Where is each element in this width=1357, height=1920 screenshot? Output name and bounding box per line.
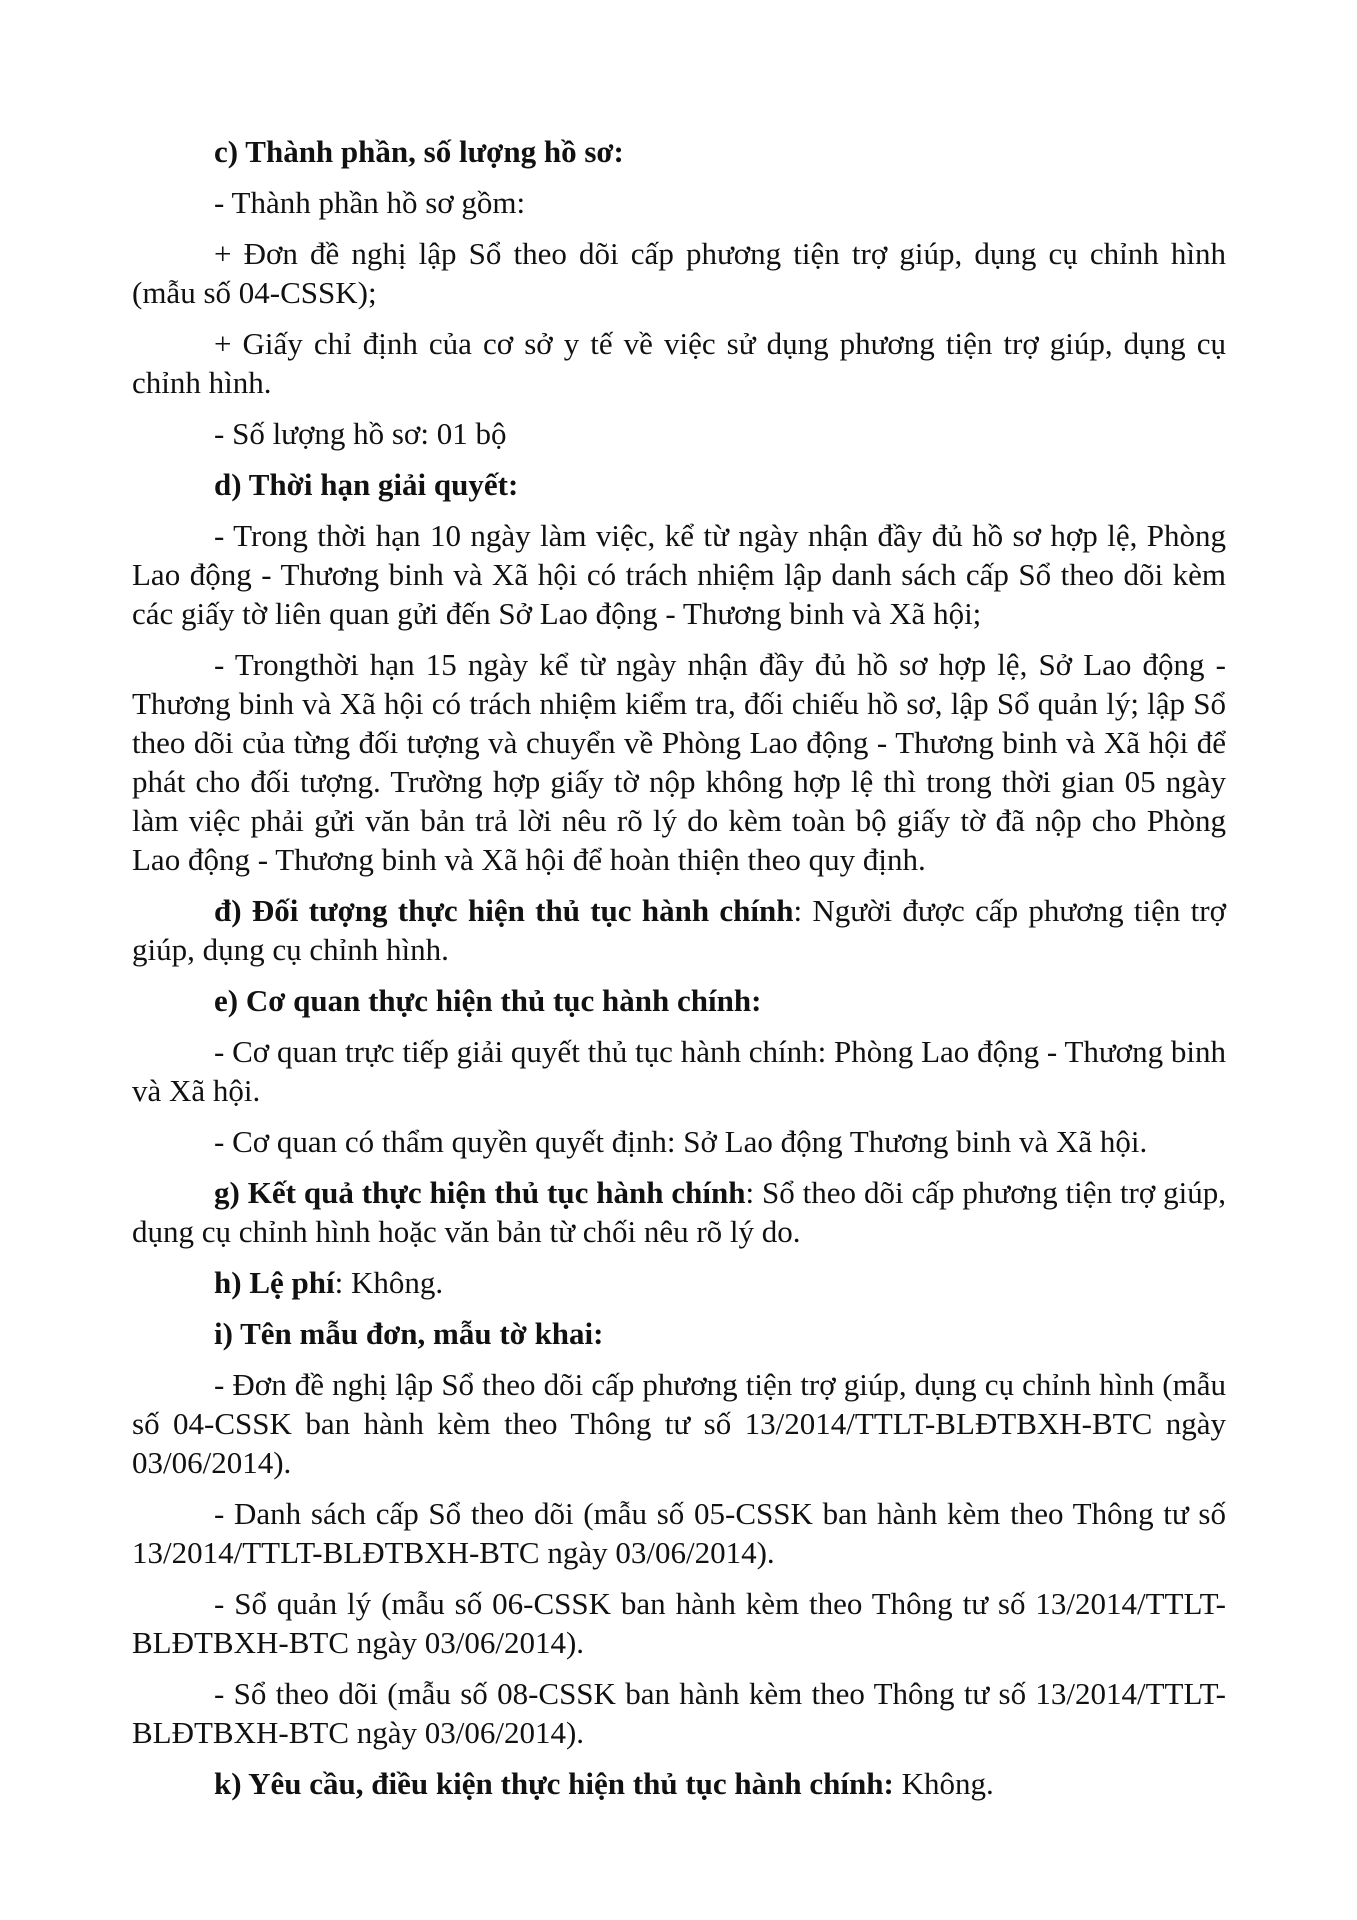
- heading-i: [132, 1314, 1226, 1353]
- heading-h: [132, 1263, 1226, 1302]
- heading-i-label: i) Tên mẫu đơn, mẫu tờ khai:: [214, 1316, 604, 1351]
- paragraph-form-05: [132, 1494, 1226, 1572]
- paragraph-deadline-province: [132, 645, 1226, 879]
- paragraph-form-04: [132, 1365, 1226, 1482]
- paragraph-components: [132, 183, 1226, 222]
- heading-k: [132, 1764, 1226, 1803]
- paragraph-text: + Đơn đề nghị lập Sổ theo dõi cấp phương tiện trợ giúp, dụng cụ chỉnh hình (mẫu số 04-CSSK);: [132, 236, 1226, 310]
- paragraph-text: - Cơ quan có thẩm quyền quyết định: Sở Lao động Thương binh và Xã hội.: [214, 1124, 1148, 1159]
- paragraph-form-06: [132, 1584, 1226, 1662]
- paragraph-text: - Đơn đề nghị lập Sổ theo dõi cấp phương tiện trợ giúp, dụng cụ chỉnh hình (mẫu số 04-CSSK ban hành kèm theo Thông tư số 13/2014/TTLT-BLĐTBXH-BTC ngày 03/06/2014).: [132, 1367, 1226, 1480]
- paragraph-item-medical-referral: [132, 324, 1226, 402]
- heading-d-label: d) Thời hạn giải quyết:: [214, 467, 519, 502]
- paragraph-text: - Sổ quản lý (mẫu số 06-CSSK ban hành kèm theo Thông tư số 13/2014/TTLT-BLĐTBXH-BTC ngày 03/06/2014).: [132, 1586, 1226, 1660]
- paragraph-text: - Trong thời hạn 10 ngày làm việc, kể từ ngày nhận đầy đủ hồ sơ hợp lệ, Phòng Lao động - Thương binh và Xã hội có trách nhiệm lập danh sách cấp Sổ theo dõi kèm các giấy tờ liên quan gửi đến Sở Lao động - Thương binh và Xã hội;: [132, 518, 1226, 631]
- paragraph-text: - Cơ quan trực tiếp giải quyết thủ tục hành chính: Phòng Lao động - Thương binh và Xã hội.: [132, 1034, 1226, 1108]
- heading-dd: [132, 891, 1226, 969]
- paragraph-form-08: [132, 1674, 1226, 1752]
- heading-c-label: c) Thành phần, số lượng hồ sơ:: [214, 134, 624, 169]
- paragraph-direct-agency: [132, 1032, 1226, 1110]
- heading-k-label: k) Yêu cầu, điều kiện thực hiện thủ tục hành chính:: [214, 1766, 894, 1801]
- paragraph-text: - Thành phần hồ sơ gồm:: [214, 185, 526, 220]
- heading-g: [132, 1173, 1226, 1251]
- paragraph-authority: [132, 1122, 1226, 1161]
- document-body: [132, 132, 1226, 1815]
- paragraph-deadline-district: [132, 516, 1226, 633]
- paragraph-quantity: [132, 414, 1226, 453]
- paragraph-item-application: [132, 234, 1226, 312]
- paragraph-text: - Danh sách cấp Sổ theo dõi (mẫu số 05-CSSK ban hành kèm theo Thông tư số 13/2014/TTLT-BLĐTBXH-BTC ngày 03/06/2014).: [132, 1496, 1226, 1570]
- heading-c: [132, 132, 1226, 171]
- heading-dd-label: đ) Đối tượng thực hiện thủ tục hành chính: [214, 893, 794, 928]
- paragraph-text: + Giấy chỉ định của cơ sở y tế về việc sử dụng phương tiện trợ giúp, dụng cụ chỉnh hình.: [132, 326, 1226, 400]
- heading-e-label: e) Cơ quan thực hiện thủ tục hành chính:: [214, 983, 762, 1018]
- heading-e: [132, 981, 1226, 1020]
- paragraph-text: : Người được cấp phương tiện trợ giúp, dụng cụ chỉnh hình.: [132, 893, 1226, 967]
- heading-h-label: h) Lệ phí: [214, 1265, 335, 1300]
- paragraph-text: : Sổ theo dõi cấp phương tiện trợ giúp, dụng cụ chỉnh hình hoặc văn bản từ chối nêu rõ lý do.: [132, 1175, 1226, 1249]
- paragraph-text: - Trongthời hạn 15 ngày kể từ ngày nhận đầy đủ hồ sơ hợp lệ, Sở Lao động - Thương binh và Xã hội có trách nhiệm kiểm tra, đối chiếu hồ sơ, lập Sổ quản lý; lập Sổ theo dõi của từng đối tượng và chuyển về Phòng Lao động - Thương binh và Xã hội để phát cho đối tượng. Trường hợp giấy tờ nộp không hợp lệ thì trong thời gian 05 ngày làm việc phải gửi văn bản trả lời nêu rõ lý do kèm toàn bộ giấy tờ đã nộp cho Phòng Lao động - Thương binh và Xã hội để hoàn thiện theo quy định.: [132, 647, 1226, 877]
- paragraph-text: - Số lượng hồ sơ: 01 bộ: [214, 416, 507, 451]
- heading-g-label: g) Kết quả thực hiện thủ tục hành chính: [214, 1175, 746, 1210]
- paragraph-text: Không.: [893, 1766, 994, 1801]
- paragraph-text: - Sổ theo dõi (mẫu số 08-CSSK ban hành kèm theo Thông tư số 13/2014/TTLT-BLĐTBXH-BTC ngày 03/06/2014).: [132, 1676, 1226, 1750]
- heading-d: [132, 465, 1226, 504]
- paragraph-text: : Không.: [334, 1265, 444, 1300]
